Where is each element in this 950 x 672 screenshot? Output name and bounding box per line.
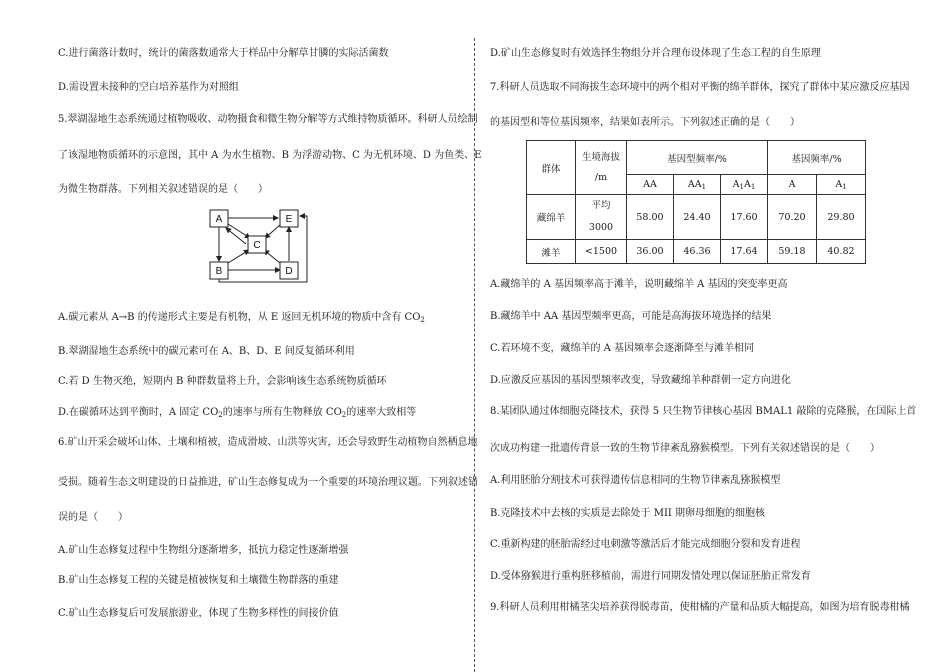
cell-aa1: 46.36 (674, 240, 721, 264)
q6-option-d: D.矿山生态修复时有效选择生物组分并合理布设体现了生态工程的自生原理 (490, 48, 821, 59)
th-a1a1: $A_1A_1$ (721, 175, 768, 195)
th-aa: AA (627, 175, 674, 195)
label-a: A (215, 214, 223, 225)
cell-a1: 40.82 (817, 240, 866, 264)
row-altitude: 平均 3000 (576, 195, 627, 240)
table-row (527, 240, 866, 264)
cell-a1a1: 17.60 (721, 195, 768, 240)
q6-option-a: A.矿山生态修复过程中生物组分逐渐增多，抵抗力稳定性逐渐增强 (58, 545, 349, 556)
q4-option-c: C.进行菌落计数时，统计的菌落数通常大于样品中分解草甘膦的实际活菌数 (58, 48, 389, 59)
q5-stem-line3: 为微生物群落。下列相关叙述错误的是（ ） (58, 184, 268, 195)
q7-option-a: A.藏绵羊的 A 基因频率高于滩羊，说明藏绵羊 A 基因的突变率更高 (490, 279, 788, 290)
q7-option-d: D.应激反应基因的基因型频率改变，导致藏绵羊种群朝一定方向进化 (490, 375, 791, 386)
q8-stem-line2: 次成功构建一批遗传背景一致的生物节律紊乱猕猴模型。下列有关叙述错误的是（ ） (490, 443, 880, 454)
cell-aa: 36.00 (627, 240, 674, 264)
cell-a: 70.20 (768, 195, 817, 240)
q8-option-d: D.受体猕猴进行重构胚移植前，需进行同期发情处理以保证胚胎正常发育 (490, 571, 811, 582)
q6-option-c: C.矿山生态修复后可发展旅游业，体现了生物多样性的间接价值 (58, 608, 339, 619)
carbon-cycle-diagram (208, 208, 378, 283)
cell-a1a1: 17.64 (721, 240, 768, 264)
q5-option-a: A.碳元素从 A→B 的传递形式主要是有机物，从 E 返回无机环境的物质中含有 $CO_2$ (58, 312, 425, 324)
q9-stem-line1: 9.科研人员利用柑橘茎尖培养获得脱毒苗，使柑橘的产量和品质大幅提高，如图为培育脱毒柑橘 (490, 602, 910, 613)
th-altitude: 生境海拔 /m (576, 141, 627, 195)
cell-aa1: 24.40 (674, 195, 721, 240)
th-group: 群体 (527, 141, 576, 195)
th-a1: $A_1$ (817, 175, 866, 195)
q7-option-b: B.藏绵羊中 AA 基因型频率更高，可能是高海拔环境选择的结果 (490, 311, 772, 322)
cell-a1: 29.80 (817, 195, 866, 240)
th-aa1: $AA_1$ (674, 175, 721, 195)
q5-option-b: B.翠湖湿地生态系统中的碳元素可在 A、B、D、E 间反复循环利用 (58, 346, 355, 357)
q6-stem-line1: 6.矿山开采会破坏山体、土壤和植被，造成滑坡、山洪等灾害，还会导致野生动植物自然栖息地 (58, 437, 478, 448)
q8-option-b: B.克隆技术中去核的实质是去除处于 MII 期卵母细胞的细胞核 (490, 508, 766, 519)
q4-option-d: D.需设置未接种的空白培养基作为对照组 (58, 82, 239, 93)
th-genotype-frequency: 基因型频率/% (627, 141, 768, 175)
label-e: E (285, 214, 293, 225)
column-divider (474, 38, 475, 672)
q7-stem-line1: 7.科研人员选取不同海拔生态环境中的两个相对平衡的绵羊群体，探究了群体中某应激反应基因 (490, 82, 910, 93)
genotype-frequency-table (526, 140, 866, 264)
cell-aa: 58.00 (627, 195, 674, 240)
q8-stem-line1: 8.某团队通过体细胞克隆技术，获得 5 只生物节律核心基因 BMAL1 敲除的克隆猴，在国际上首 (490, 406, 917, 417)
cell-a: 59.18 (768, 240, 817, 264)
q6-stem-line2: 受损。随着生态文明建设的日益推进，矿山生态修复成为一个重要的环境治理议题。下列叙述错 (58, 477, 478, 488)
q7-option-c: C.若环境不变，藏绵羊的 A 基因频率会逐渐降至与滩羊相同 (490, 343, 755, 354)
th-gene-frequency: 基因频率/% (768, 141, 866, 175)
q5-option-c: C.若 D 生物灭绝，短期内 B 种群数量将上升，会影响该生态系统物质循环 (58, 376, 387, 387)
row-name: 滩羊 (527, 240, 576, 264)
q5-option-d: D.在碳循环达到平衡时，A 固定 $CO_2$的速率与所有生物释放 $CO_2$的速率大致相等 (58, 407, 417, 419)
q5-stem-line2: 了该湿地物质循环的示意图，其中 A 为水生植物、B 为浮游动物、C 为无机环境、D 为鱼类、E (58, 150, 482, 161)
label-b: B (215, 266, 223, 277)
table-row (527, 195, 866, 240)
q8-option-a: A.利用胚胎分割技术可获得遗传信息相同的生物节律紊乱猕猴模型 (490, 475, 781, 486)
label-c: C (253, 240, 261, 251)
q6-stem-line3: 误的是（ ） (58, 512, 128, 523)
label-d: D (285, 266, 293, 277)
row-name: 藏绵羊 (527, 195, 576, 240)
row-altitude: <1500 (576, 240, 627, 264)
th-a: A (768, 175, 817, 195)
q6-option-b: B.矿山生态修复工程的关键是植被恢复和土壤微生物群落的重建 (58, 575, 339, 586)
q7-stem-line2: 的基因型和等位基因频率，结果如表所示。下列叙述正确的是（ ） (490, 117, 800, 128)
q5-stem-line1: 5.翠湖湿地生态系统通过植物吸收、动物摄食和微生物分解等方式维持物质循环。科研人员绘制 (58, 114, 478, 125)
q8-option-c: C.重新构建的胚胎需经过电刺激等激活后才能完成细胞分裂和发育进程 (490, 539, 801, 550)
